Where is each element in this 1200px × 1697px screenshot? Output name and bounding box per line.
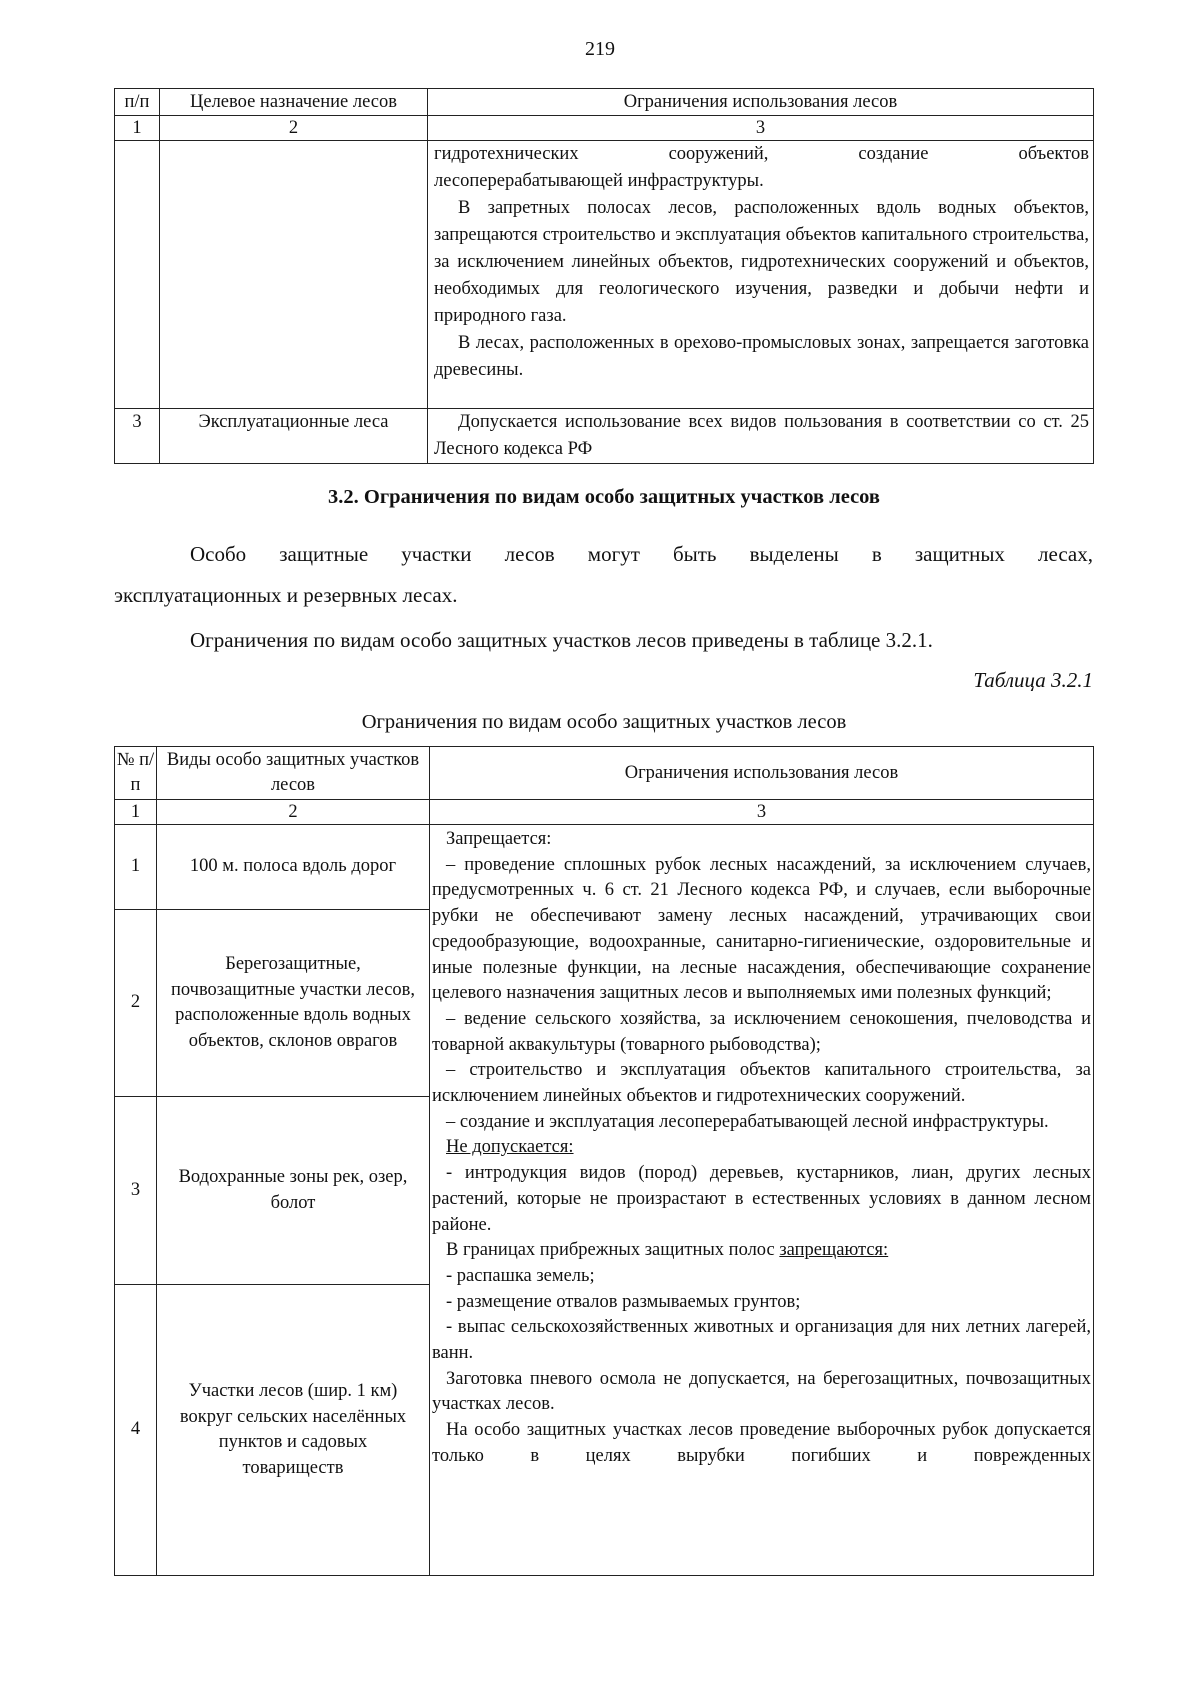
restriction-item: – создание и эксплуатация лесоперерабатывающей лесной инфраструктуры. <box>446 1111 1049 1132</box>
row-number: 3 <box>115 1097 157 1285</box>
not-allowed-label: Не допускается: <box>446 1137 574 1158</box>
restriction-item: - выпас сельскохозяйственных животных и организация для них летних лагерей, ванн. <box>432 1317 1091 1364</box>
restriction-item: Заготовка пневого осмола не допускается, на берегозащитных, почвозащитных участках лесов. <box>432 1368 1091 1415</box>
table-number: Таблица 3.2.1 <box>973 668 1093 692</box>
coastal-prohibited: запрещаются: <box>779 1240 889 1261</box>
empty-cell <box>115 141 160 409</box>
restriction-item: – проведение сплошных рубок лесных насаждений, за исключением случаев, предусмотренных ч. 6 ст. 21 Лесного кодекса РФ, и случаев, если выборочные рубки не обеспечивают замену лесных насаждений, утрачивающих свои средообразующие, водоохранные, санитарно-гигиенические, оздоровительные и иные полезные функции, на лесные насаждения, обеспечивающие сохранение целевого назначения защитных лесов и выполняемых ими полезных функций; <box>432 854 1091 1004</box>
row-number: 2 <box>115 910 157 1097</box>
header-cell: Ограничения использования лесов <box>430 747 1094 800</box>
restriction-title: Запрещается: <box>446 829 552 849</box>
restriction-text: гидротехнических сооружений, создание объектов <box>434 144 1089 164</box>
header-cell: п/п <box>115 89 160 116</box>
page-number: 219 <box>585 38 615 60</box>
table-caption: Ограничения по видам особо защитных участков лесов <box>361 711 847 733</box>
forest-purpose: Эксплуатационные леса <box>160 409 428 464</box>
coastal-intro: В границах прибрежных защитных полос <box>446 1240 775 1261</box>
not-allowed-title <box>432 1135 1091 1161</box>
table-row <box>115 409 1094 464</box>
paragraph-line: эксплуатационных и резервных лесах. <box>114 583 458 607</box>
table-row <box>115 825 1094 910</box>
area-type: Участки лесов (шир. 1 км) вокруг сельских населённых пунктов и садовых товариществ <box>157 1285 430 1576</box>
column-number: 1 <box>115 800 157 825</box>
paragraph: Ограничения по видам особо защитных участков лесов приведены в таблице 3.2.1. <box>190 628 933 652</box>
column-number: 2 <box>160 116 428 141</box>
table-header-row <box>115 89 1094 116</box>
paragraph-line: Особо защитные участки лесов могут быть выделены в защитных лесах, <box>190 542 1093 566</box>
restriction-text: Допускается использование всех видов пользования в соответствии со ст. 25 Лесного кодекса РФ <box>428 409 1094 464</box>
section-heading: 3.2. Ограничения по видам особо защитных участков лесов <box>328 486 880 508</box>
header-cell: Ограничения использования лесов <box>428 89 1094 116</box>
restriction-item: – ведение сельского хозяйства, за исключением сенокошения, пчеловодства и товарной аквакультуры (товарного рыбоводства); <box>432 1008 1091 1055</box>
area-type: Берегозащитные, почвозащитные участки лесов, расположенные вдоль водных объектов, склонов оврагов <box>157 910 430 1097</box>
coastal-line <box>432 1238 1091 1264</box>
restrictions-cell <box>430 825 1094 1576</box>
header-cell: Целевое назначение лесов <box>160 89 428 116</box>
row-number: 3 <box>115 409 160 464</box>
restriction-cell <box>428 141 1094 409</box>
table-header-row <box>115 747 1094 800</box>
restriction-item: На особо защитных участках лесов проведение выборочных рубок допускается только в целях вырубки погибших и поврежденных <box>432 1420 1091 1466</box>
restriction-item: – строительство и эксплуатация объектов капитального строительства, за исключением линейных объектов и гидротехнических сооружений. <box>432 1060 1091 1107</box>
header-cell: Виды особо защитных участков лесов <box>157 747 430 800</box>
area-type: 100 м. полоса вдоль дорог <box>157 825 430 910</box>
restriction-text: В лесах, расположенных в орехово-промысловых зонах, запрещается заготовка древесины. <box>434 333 1089 380</box>
column-number-row <box>115 800 1094 825</box>
row-number: 4 <box>115 1285 157 1576</box>
restriction-item: - размещение отвалов размываемых грунтов; <box>446 1291 801 1312</box>
area-type: Водохранные зоны рек, озер, болот <box>157 1097 430 1285</box>
table-row <box>115 141 1094 409</box>
protected-areas-table <box>114 746 1094 1576</box>
header-cell: № п/п <box>115 747 157 800</box>
restriction-text: лесоперерабатывающей инфраструктуры. <box>434 171 764 191</box>
empty-cell <box>160 141 428 409</box>
column-number: 2 <box>157 800 430 825</box>
column-number: 1 <box>115 116 160 141</box>
restriction-item: - распашка земель; <box>446 1265 595 1286</box>
restriction-text: В запретных полосах лесов, расположенных вдоль водных объектов, запрещаются строительство и эксплуатация объектов капитального строительства, за исключением линейных объектов, гидротехнических сооружений и объектов, необходимых для геологического изучения, разведки и добычи нефти и природного газа. <box>434 198 1089 326</box>
column-number: 3 <box>430 800 1094 825</box>
column-number: 3 <box>428 116 1094 141</box>
column-number-row <box>115 116 1094 141</box>
restriction-item: - интродукция видов (пород) деревьев, кустарников, лиан, других лесных растений, которые не произрастают в естественных условиях в данном лесном районе. <box>432 1163 1091 1235</box>
row-number: 1 <box>115 825 157 910</box>
forest-purpose-table <box>114 88 1094 464</box>
